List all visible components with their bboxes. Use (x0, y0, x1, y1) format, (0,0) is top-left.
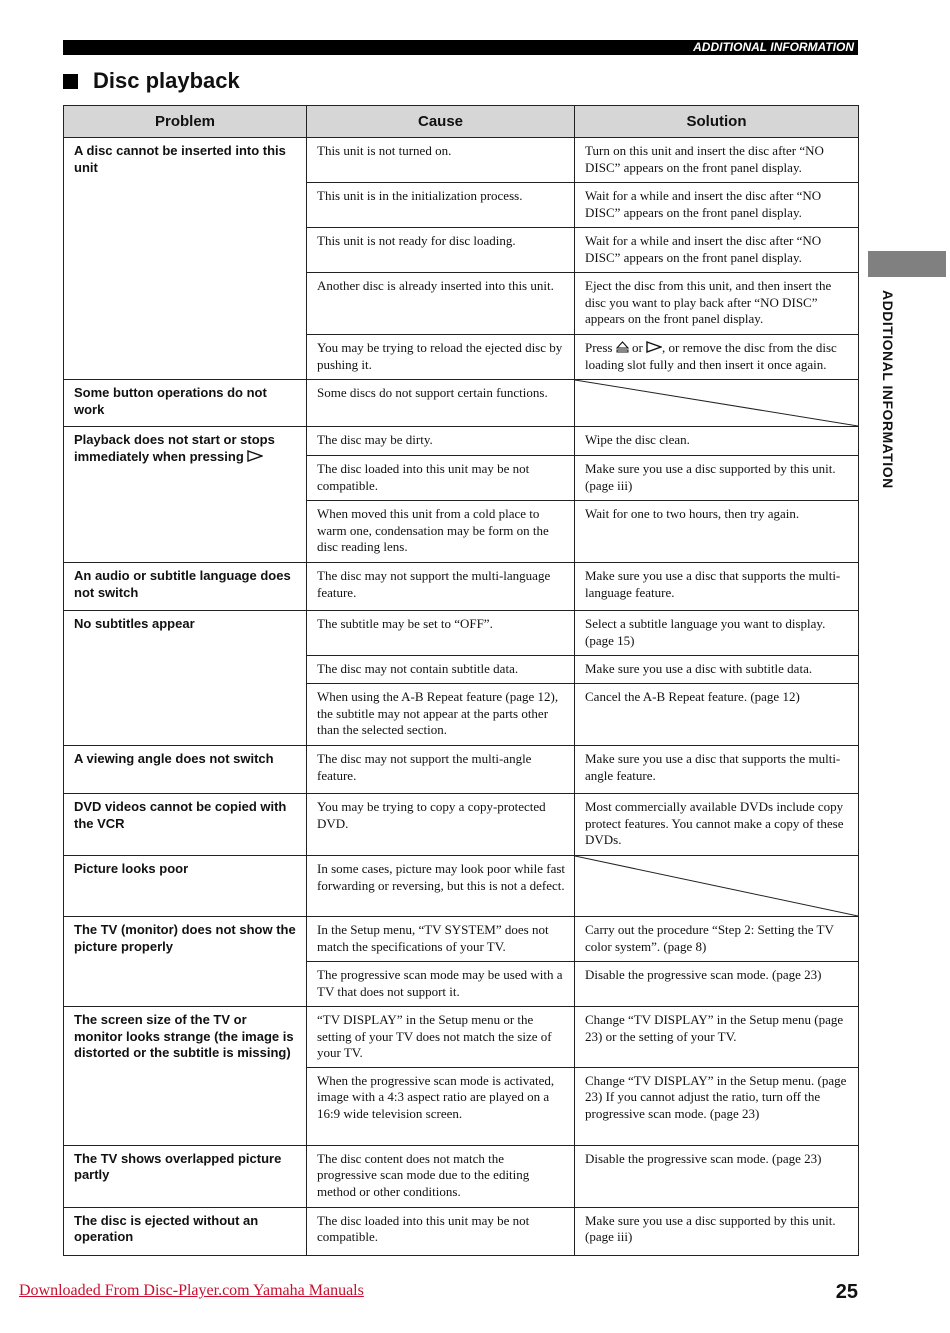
cause-cell: You may be trying to reload the ejected disc by pushing it. (307, 335, 575, 380)
cause-cell: You may be trying to copy a copy-protected DVD. (307, 794, 575, 856)
problem-cell (64, 1145, 307, 1207)
table-row (64, 1145, 859, 1207)
table-row (64, 138, 859, 183)
problem-text: The TV shows overlapped picture partly (74, 1150, 282, 1182)
solution-cell-empty (575, 856, 859, 917)
problem-cell (64, 563, 307, 611)
column-header-solution: Solution (575, 106, 859, 138)
problem-text: An audio or subtitle language does not switch (74, 568, 291, 600)
problem-cell (64, 917, 307, 1007)
cause-cell: When using the A-B Repeat feature (page 12), the subtitle may not appear at the parts other than the selected section. (307, 684, 575, 746)
solution-cell: Make sure you use a disc with subtitle data. (575, 656, 859, 684)
solution-cell: Change “TV DISPLAY” in the Setup menu. (page 23) If you cannot adjust the ratio, turn off the progressive scan mode. (page 23) (575, 1067, 859, 1145)
cause-cell: When moved this unit from a cold place to warm one, condensation may be form on the disc reading lens. (307, 501, 575, 563)
solution-text: Press (585, 340, 616, 355)
table-header-row (64, 106, 859, 138)
cause-cell: The disc may be dirty. (307, 427, 575, 456)
cause-cell: This unit is not ready for disc loading. (307, 228, 575, 273)
diagonal-strike-icon (575, 856, 858, 916)
problem-cell (64, 794, 307, 856)
cause-cell: This unit is not turned on. (307, 138, 575, 183)
problem-cell (64, 856, 307, 917)
table-row (64, 746, 859, 794)
page-title (63, 66, 240, 96)
cause-cell: In some cases, picture may look poor while fast forwarding or reversing, but this is not a defect. (307, 856, 575, 917)
solution-cell: Disable the progressive scan mode. (page 23) (575, 1145, 859, 1207)
solution-cell: Wait for a while and insert the disc after “NO DISC” appears on the front panel display. (575, 183, 859, 228)
cause-cell: In the Setup menu, “TV SYSTEM” does not match the specifications of your TV. (307, 917, 575, 962)
cause-cell: Another disc is already inserted into this unit. (307, 273, 575, 335)
page-title-text: Disc playback (93, 68, 240, 93)
table-row (64, 563, 859, 611)
square-bullet-icon (63, 74, 78, 89)
cause-cell: The disc content does not match the progressive scan mode due to the editing method or other conditions. (307, 1145, 575, 1207)
cause-cell: The subtitle may be set to “OFF”. (307, 611, 575, 656)
table-row (64, 794, 859, 856)
cause-cell: The disc may not support the multi-angle feature. (307, 746, 575, 794)
table-row (64, 380, 859, 427)
solution-cell: Select a subtitle language you want to display. (page 15) (575, 611, 859, 656)
cause-cell: “TV DISPLAY” in the Setup menu or the setting of your TV does not match the size of your TV. (307, 1007, 575, 1068)
solution-cell: Wait for a while and insert the disc after “NO DISC” appears on the front panel display. (575, 228, 859, 273)
table-row (64, 1007, 859, 1068)
solution-cell: Make sure you use a disc that supports the multi-angle feature. (575, 746, 859, 794)
table-row (64, 1207, 859, 1255)
cause-cell: When the progressive scan mode is activated, image with a 4:3 aspect ratio are played on a 16:9 wide television screen. (307, 1067, 575, 1145)
problem-cell (64, 746, 307, 794)
column-header-problem: Problem (64, 106, 307, 138)
problem-text: DVD videos cannot be copied with the VCR (74, 799, 287, 831)
side-tab-marker (868, 251, 946, 277)
solution-cell: Disable the progressive scan mode. (page 23) (575, 962, 859, 1007)
table-row (64, 917, 859, 962)
problem-cell (64, 427, 307, 563)
solution-cell: Wipe the disc clean. (575, 427, 859, 456)
section-header-bar (63, 40, 858, 55)
solution-cell: Eject the disc from this unit, and then insert the disc you want to play back after “NO DISC” appears on the front panel display. (575, 273, 859, 335)
cause-cell: The disc loaded into this unit may be not compatible. (307, 1207, 575, 1255)
section-header-label: ADDITIONAL INFORMATION (693, 40, 854, 54)
diagonal-strike-icon (575, 380, 858, 426)
cause-cell: The disc may not contain subtitle data. (307, 656, 575, 684)
solution-text: , or remove the disc from the disc loading slot fully and then insert it once again. (585, 340, 837, 372)
solution-cell: Make sure you use a disc supported by this unit. (page iii) (575, 1207, 859, 1255)
solution-cell: Wait for one to two hours, then try again. (575, 501, 859, 563)
solution-cell: Most commercially available DVDs include copy protect features. You cannot make a copy of these DVDs. (575, 794, 859, 856)
problem-cell (64, 1207, 307, 1255)
eject-icon (616, 340, 629, 355)
table-row (64, 856, 859, 917)
cause-cell: The disc loaded into this unit may be not compatible. (307, 456, 575, 501)
solution-cell: Cancel the A-B Repeat feature. (page 12) (575, 684, 859, 746)
problem-cell (64, 1007, 307, 1146)
cause-cell: The progressive scan mode may be used with a TV that does not support it. (307, 962, 575, 1007)
play-icon (646, 340, 662, 355)
solution-cell: Carry out the procedure “Step 2: Setting the TV color system”. (page 8) (575, 917, 859, 962)
problem-text: Some button operations do not work (74, 385, 267, 417)
solution-cell: Make sure you use a disc supported by this unit. (page iii) (575, 456, 859, 501)
problem-text: No subtitles appear (74, 616, 195, 631)
cause-cell: This unit is in the initialization process. (307, 183, 575, 228)
column-header-cause: Cause (307, 106, 575, 138)
solution-cell: Make sure you use a disc that supports the multi-language feature. (575, 563, 859, 611)
download-source-link[interactable]: Downloaded From Disc-Player.com Yamaha Manuals (19, 1282, 364, 1299)
page-number: 25 (835, 1281, 858, 1303)
table-row (64, 427, 859, 456)
solution-cell: Change “TV DISPLAY” in the Setup menu (page 23) or the setting of your TV. (575, 1007, 859, 1068)
problem-text: Picture looks poor (74, 861, 189, 876)
problem-text: A viewing angle does not switch (74, 751, 274, 766)
table-row (64, 611, 859, 656)
cause-cell: The disc may not support the multi-language feature. (307, 563, 575, 611)
play-icon (244, 449, 264, 464)
troubleshooting-table (63, 105, 859, 1256)
solution-text: or (628, 340, 647, 355)
solution-cell (575, 335, 859, 380)
problem-cell (64, 138, 307, 380)
solution-cell: Turn on this unit and insert the disc after “NO DISC” appears on the front panel display. (575, 138, 859, 183)
cause-cell: Some discs do not support certain functions. (307, 380, 575, 427)
problem-cell (64, 380, 307, 427)
problem-text: The screen size of the TV or monitor looks strange (the image is distorted or the subtitle is missing) (74, 1012, 294, 1060)
side-section-label: ADDITIONAL INFORMATION (880, 290, 896, 489)
solution-cell-empty (575, 380, 859, 427)
problem-text: The TV (monitor) does not show the picture properly (74, 922, 296, 954)
problem-text: The disc is ejected without an operation (74, 1212, 259, 1244)
problem-text: A disc cannot be inserted into this unit (74, 143, 286, 175)
problem-cell (64, 611, 307, 746)
problem-text: Playback does not start or stops immediately when pressing (74, 432, 275, 464)
